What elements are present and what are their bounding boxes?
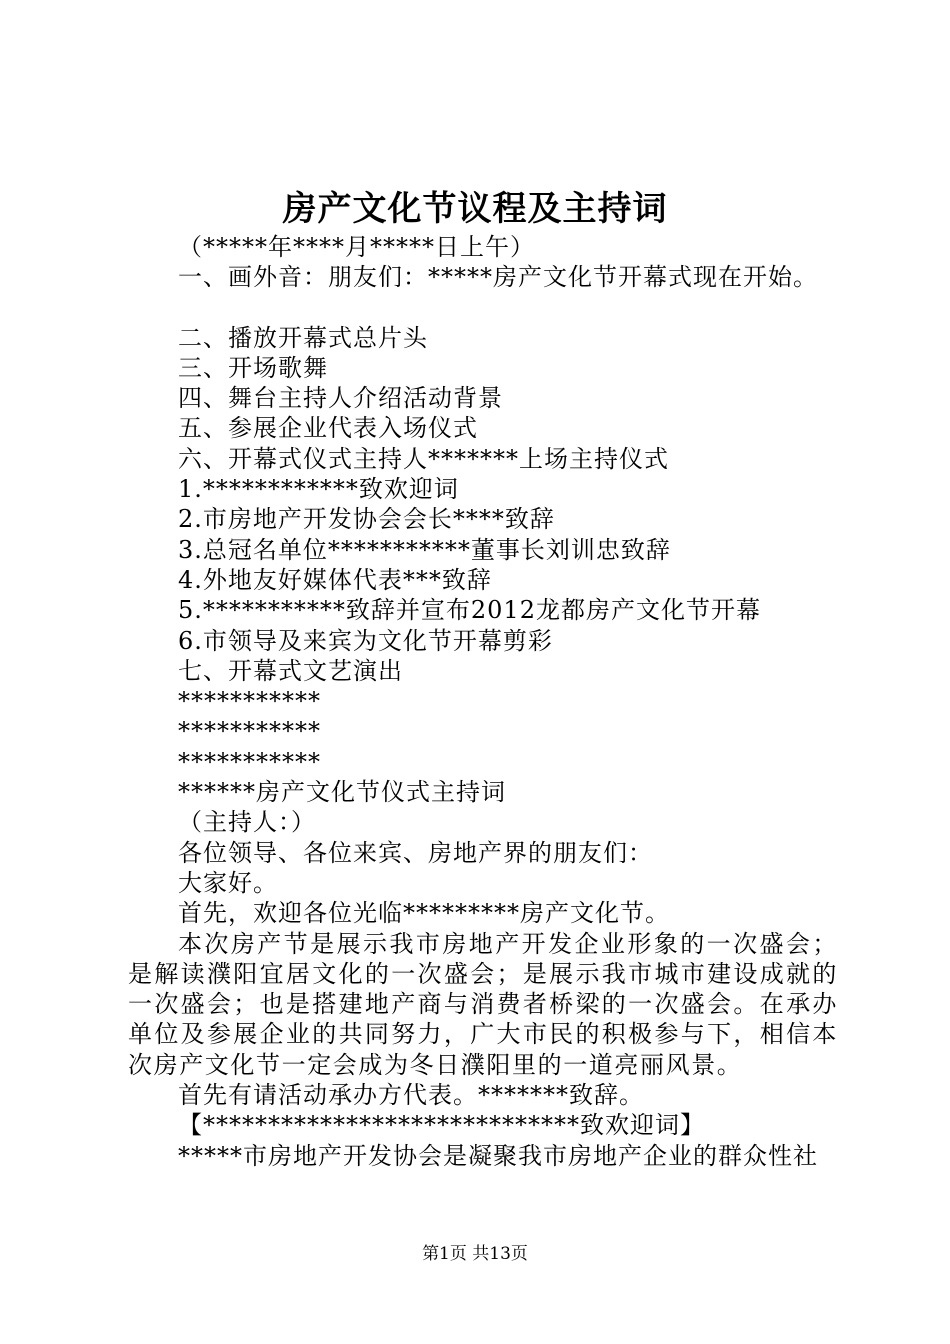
agenda-subitem: 2.市房地产开发协会会长****致辞 [178,505,555,534]
document-title: 房产文化节议程及主持词 [282,189,668,229]
agenda-item: 一、画外音：朋友们：*****房产文化节开幕式现在开始。 [178,263,818,292]
agenda-subitem: 4.外地友好媒体代表***致辞 [178,565,492,594]
greeting-line: 各位领导、各位来宾、房地产界的朋友们： [178,838,653,867]
masked-line: *********** [178,687,321,716]
agenda-item: 四、舞台主持人介绍活动背景 [178,384,503,413]
masked-line: *********** [178,717,321,746]
script-title: ******房产文化节仪式主持词 [178,778,506,807]
agenda-subitem: 1.************致欢迎词 [178,475,459,504]
agenda-item: 六、开幕式仪式主持人*******上场主持仪式 [178,444,669,473]
agenda-item: 二、播放开幕式总片头 [178,323,428,352]
body-paragraph: 本次房产节是展示我市房地产开发企业形象的一次盛会；是解读濮阳宜居文化的一次盛会；是展示我市城市建设成就的一次盛会；也是搭建地产商与消费者桥梁的一次盛会。在承办单位及参展企业的共同努力，广大市民的积极参与下，相信本次房产文化节一定会成为冬日濮阳里的一道亮丽风景。 [128,929,838,1079]
body-line: *****市房地产开发协会是凝聚我市房地产企业的群众性社 [178,1141,818,1170]
bracket-note: 【*****************************致欢迎词】 [178,1111,705,1140]
page-footer: 第1页 共13页 [422,1244,528,1264]
document-body [128,232,838,1171]
agenda-item: 三、开场歌舞 [178,353,328,382]
agenda-item: 七、开幕式文艺演出 [178,656,403,685]
agenda-subitem: 5.***********致辞并宣布2012龙都房产文化节开幕 [178,596,761,625]
welcome-line: 首先，欢迎各位光临*********房产文化节。 [178,899,670,928]
agenda-subitem: 3.总冠名单位***********董事长刘训忠致辞 [178,535,671,564]
host-line: （主持人：） [178,808,316,837]
agenda-item: 五、参展企业代表入场仪式 [178,414,478,443]
blank-line [128,293,838,323]
invite-line: 首先有请活动承办方代表。*******致辞。 [178,1081,644,1110]
date-line: （*****年****月*****日上午） [178,233,535,261]
agenda-subitem: 6.市领导及来宾为文化节开幕剪彩 [178,626,553,655]
hello-line: 大家好。 [178,868,278,897]
masked-line: *********** [178,747,321,776]
